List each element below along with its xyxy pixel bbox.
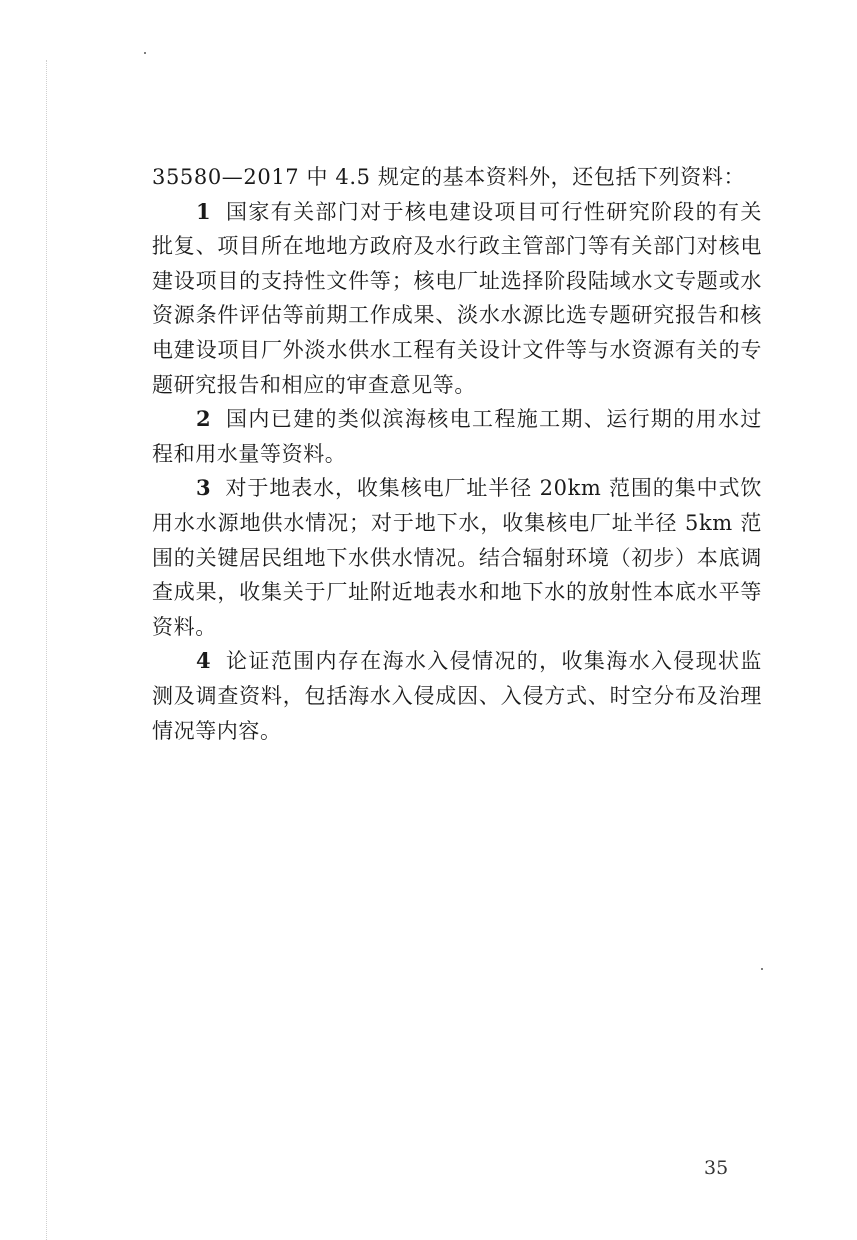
continuation-paragraph: 35580—2017 中 4.5 规定的基本资料外，还包括下列资料： — [152, 165, 746, 189]
item-number: 3 — [196, 475, 212, 501]
list-item-3 — [152, 471, 762, 644]
scan-edge-line — [46, 60, 47, 1240]
scan-speck — [761, 968, 763, 970]
item-number: 4 — [196, 648, 212, 674]
item-text: 国内已建的类似滨海核电工程施工期、运行期的用水过程和用水量等资料。 — [152, 407, 762, 466]
list-item-2 — [152, 402, 762, 471]
scan-speck — [144, 52, 146, 54]
list-item-4 — [152, 644, 762, 748]
list-item-1 — [152, 195, 762, 403]
item-text: 论证范围内存在海水入侵情况的，收集海水入侵现状监测及调查资料，包括海水入侵成因、入侵方式、时空分布及治理情况等内容。 — [152, 649, 762, 743]
item-number: 2 — [196, 406, 212, 432]
page-number: 35 — [704, 1157, 729, 1179]
item-text: 国家有关部门对于核电建设项目可行性研究阶段的有关批复、项目所在地地方政府及水行政主管部门等有关部门对核电建设项目的支持性文件等；核电厂址选择阶段陆域水文专题或水资源条件评估等前期工作成果、淡水水源比选专题研究报告和核电建设项目厂外淡水供水工程有关设计文件等与水资源有关的专题研究报告和相应的审查意见等。 — [152, 199, 762, 397]
item-number: 1 — [196, 198, 212, 224]
item-text: 对于地表水，收集核电厂址半径 20km 范围的集中式饮用水水源地供水情况；对于地下水，收集核电厂址半径 5km 范围的关键居民组地下水供水情况。结合辐射环境（初步）本底调查成果，收集关于厂址附近地表水和地下水的放射性本底水平等资料。 — [152, 476, 762, 639]
body-text — [152, 160, 762, 748]
